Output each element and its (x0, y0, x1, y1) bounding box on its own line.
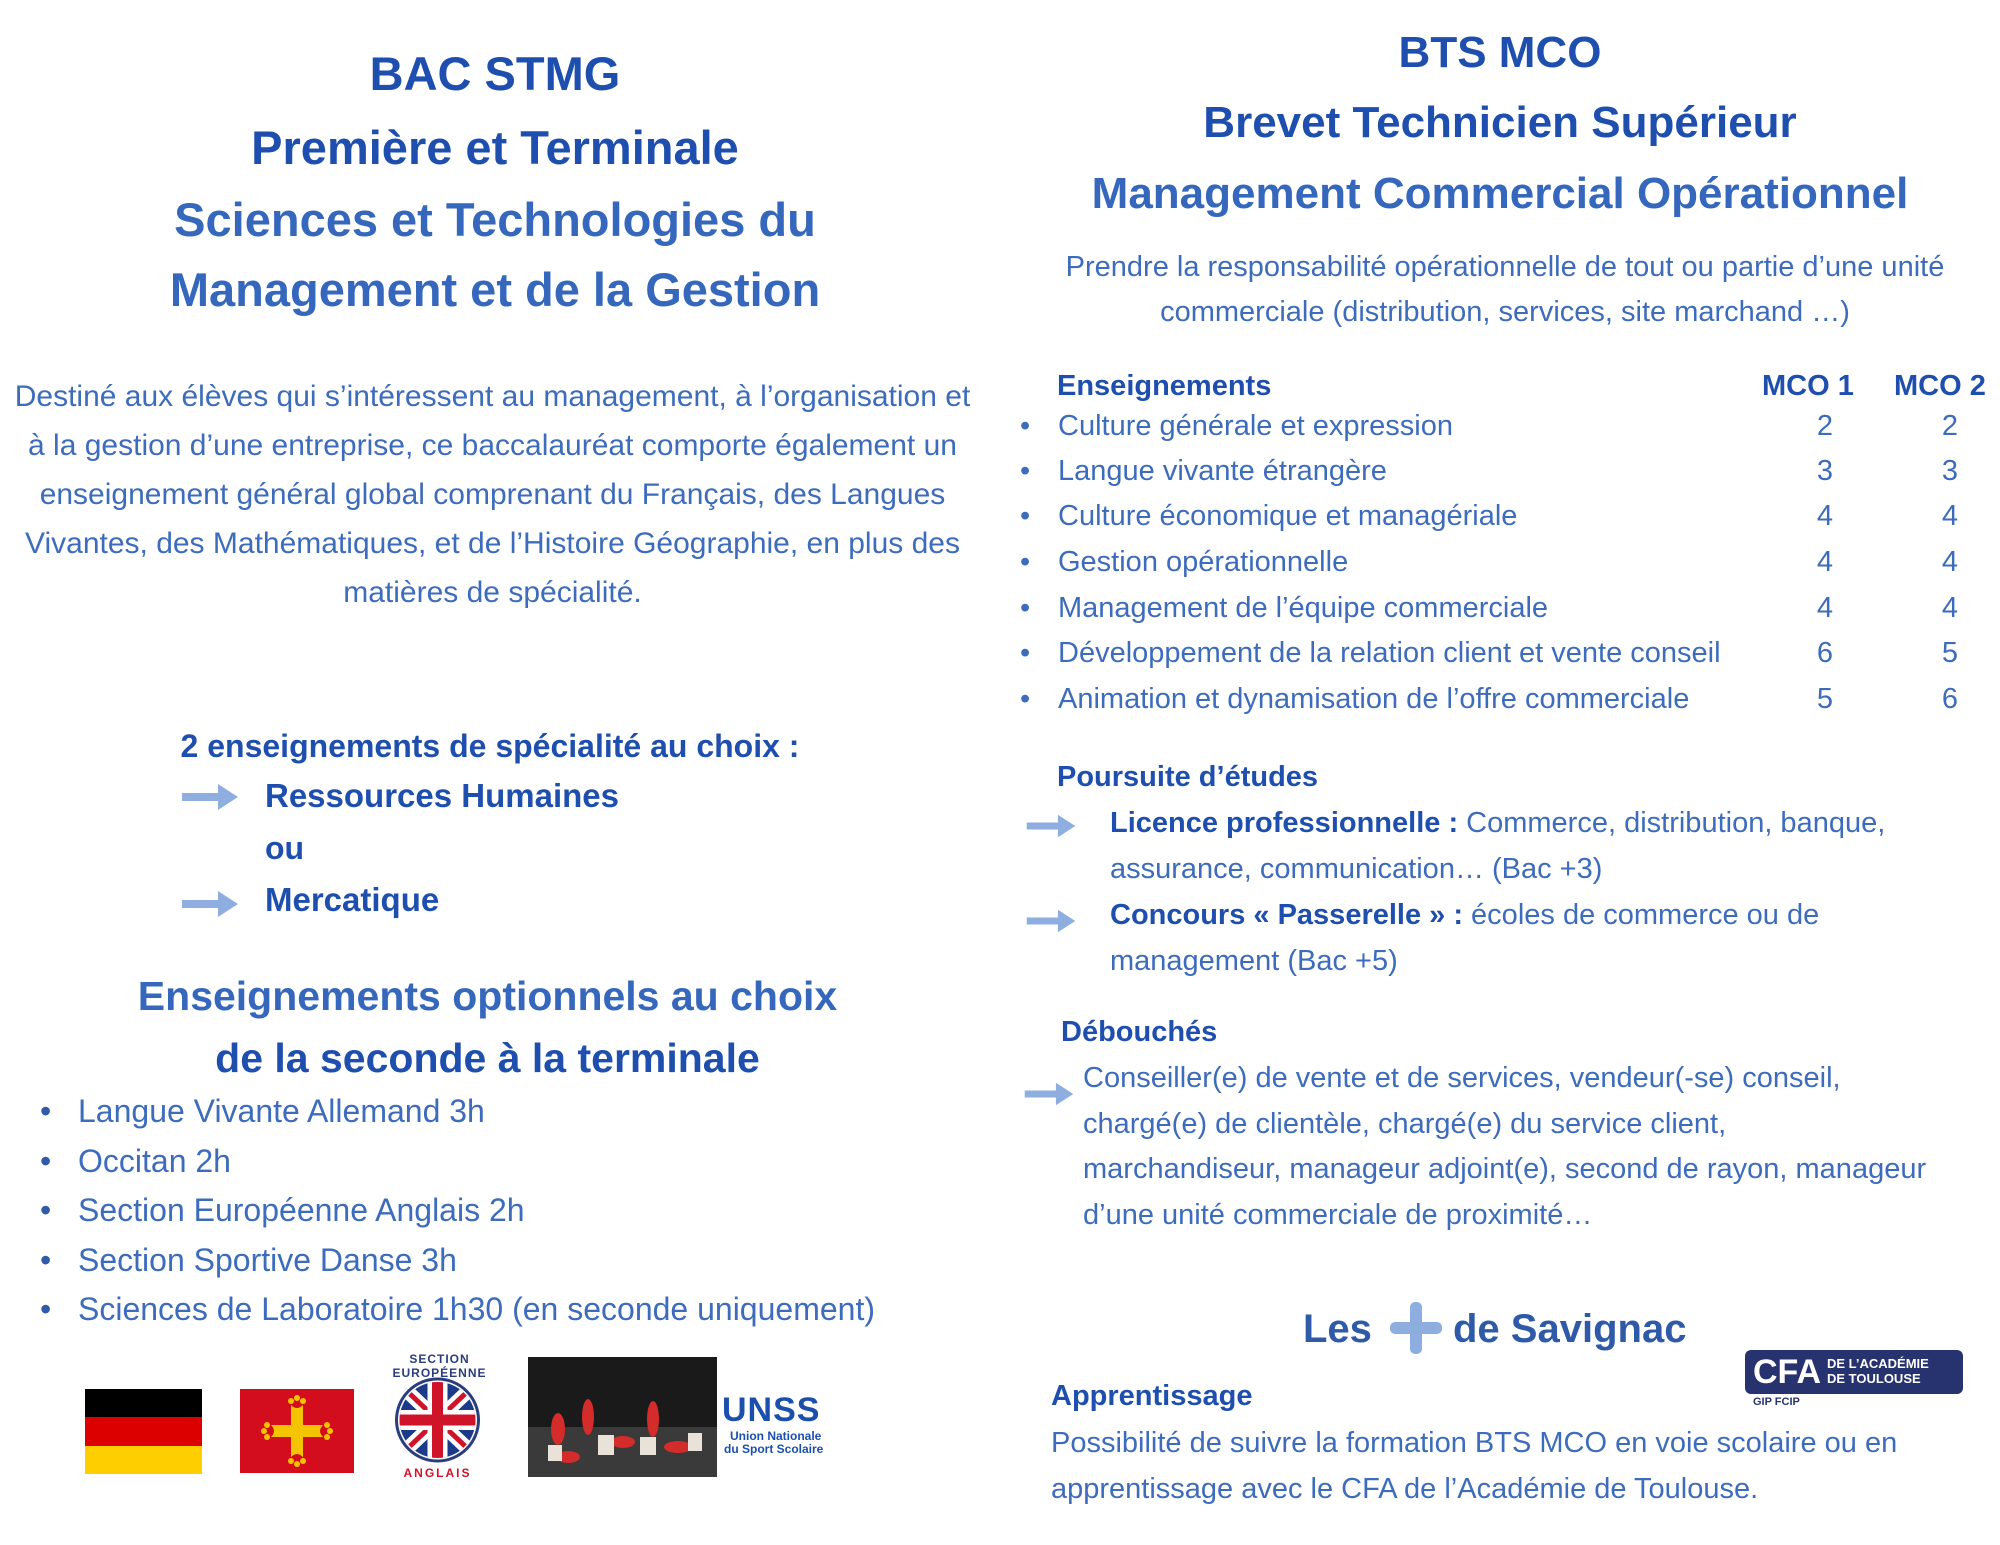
table-row (1020, 683, 2000, 728)
bullet-icon: • (1020, 592, 1031, 624)
cfa-line-1: DE L’ACADÉMIE (1827, 1356, 1929, 1371)
left-description: Destiné aux élèves qui s’intéressent au management, à l’organisation et à la gestion d’une entreprise, ce baccalauréat comporte également un enseignement général global comprenant du Français, des Langues Vivantes, des Mathématiques, et de l’Histoire Géographie, en plus des matières de spécialité. (14, 380, 971, 609)
course-mco2: 4 (1941, 500, 1959, 532)
left-title-bac: BAC STMG (369, 47, 621, 100)
unss-logo (722, 1390, 842, 1460)
bullet-icon: • (1020, 683, 1031, 715)
poursuite-concours-label: Concours « Passerelle » : (1110, 899, 1463, 931)
list-item: • Section Européenne Anglais 2h (40, 1186, 875, 1236)
table-row (1020, 637, 2000, 682)
course-label: Langue vivante étrangère (1058, 455, 1387, 487)
specialite-mercatique: Mercatique (265, 881, 440, 918)
list-item: • Langue Vivante Allemand 3h (40, 1087, 875, 1137)
cfa-logo-text: CFA (1753, 1353, 1821, 1391)
left-title-sciences: Sciences et Technologies du (174, 193, 816, 246)
course-mco1: 4 (1816, 546, 1834, 578)
specialite-or: ou (265, 830, 305, 866)
col-header-mco2: MCO 2 (1894, 370, 1986, 402)
course-label: Développement de la relation client et vente conseil (1058, 637, 1721, 669)
apprentissage-title: Apprentissage (1051, 1380, 1253, 1412)
enseignements-title: Enseignements (1057, 370, 1272, 402)
cfa-line-2: DE TOULOUSE (1827, 1371, 1921, 1386)
table-row (1020, 455, 2000, 500)
arrow-right-icon (1023, 1080, 1075, 1108)
course-mco1: 5 (1816, 683, 1834, 715)
poursuite-concours (1110, 892, 1930, 984)
right-title-brevet: Brevet Technicien Supérieur (1203, 98, 1797, 147)
left-title-premiere: Première et Terminale (251, 121, 739, 174)
course-mco2: 5 (1941, 637, 1959, 669)
poursuite-licence-label: Licence professionnelle : (1110, 807, 1459, 839)
section-europeenne-logo (370, 1350, 505, 1485)
arrow-right-icon (1025, 812, 1077, 840)
course-label: Culture générale et expression (1058, 410, 1453, 442)
bullet-icon: • (1020, 500, 1031, 532)
optionnels-title-2: de la seconde à la terminale (215, 1035, 760, 1081)
dance-photo (528, 1357, 717, 1477)
cfa-sub: GIP FCIP (1753, 1396, 1800, 1408)
bullet-icon: • (1020, 455, 1031, 487)
euro-logo-top-text: SECTION EUROPÉENNE (392, 1352, 487, 1380)
course-label: Gestion opérationnelle (1058, 546, 1349, 578)
course-mco1: 3 (1816, 455, 1834, 487)
table-row (1020, 546, 2000, 591)
plus-icon (1388, 1300, 1444, 1356)
table-row (1020, 592, 2000, 637)
course-mco2: 4 (1941, 592, 1959, 624)
debouches-text: Conseiller(e) de vente et de services, vendeur(-se) conseil, chargé(e) de clientèle, chargé(e) du service client, marchandiseur, manageur adjoint(e), second de rayon, manageur d’une unité commerciale de proximité… (1083, 1062, 1927, 1231)
poursuite-licence-text: Commerce, distribution, banque, assurance, communication… (Bac +3) (1110, 807, 1886, 885)
euro-logo-bottom-text: ANGLAIS (403, 1466, 472, 1480)
arrow-right-icon (1025, 907, 1077, 935)
course-mco1: 2 (1816, 410, 1834, 442)
arrow-right-icon (180, 781, 240, 813)
course-mco2: 6 (1941, 683, 1959, 715)
plus-right-text: de Savignac (1453, 1307, 1687, 1351)
german-flag (85, 1389, 202, 1474)
specialite-rh: Ressources Humaines (265, 777, 619, 814)
right-title-management: Management Commercial Opérationnel (1091, 169, 1909, 218)
list-item: • Occitan 2h (40, 1137, 875, 1187)
optionnels-title-1: Enseignements optionnels au choix (137, 973, 838, 1019)
optionnels-list (40, 1087, 875, 1335)
poursuite-title: Poursuite d’études (1057, 761, 1319, 793)
bullet-icon: • (1020, 637, 1031, 669)
course-label: Culture économique et managériale (1058, 500, 1518, 532)
unss-sub-1: Union Nationale (730, 1429, 822, 1443)
unss-logo-text: UNSS (722, 1391, 821, 1429)
course-mco1: 4 (1816, 592, 1834, 624)
debouches-title: Débouchés (1061, 1016, 1218, 1048)
arrow-right-icon (180, 888, 240, 920)
left-title-management: Management et de la Gestion (169, 263, 821, 316)
occitan-flag (240, 1389, 354, 1473)
table-row (1020, 410, 2000, 455)
course-label: Animation et dynamisation de l’offre commerciale (1058, 683, 1690, 715)
course-mco1: 6 (1816, 637, 1834, 669)
bullet-icon: • (1020, 410, 1031, 442)
list-item: • Section Sportive Danse 3h (40, 1236, 875, 1286)
bullet-icon: • (1020, 546, 1031, 578)
course-mco2: 2 (1941, 410, 1959, 442)
unss-sub-2: du Sport Scolaire (724, 1442, 824, 1456)
plus-de-savignac (1300, 1300, 1740, 1360)
table-row (1020, 500, 2000, 545)
course-label: Management de l’équipe commerciale (1058, 592, 1549, 624)
col-header-mco1: MCO 1 (1762, 370, 1854, 402)
course-mco2: 4 (1941, 546, 1959, 578)
right-intro: Prendre la responsabilité opérationnelle de tout ou partie d’une unité commerciale (distribution, services, site marchand …) (1065, 251, 1945, 328)
apprentissage-text: Possibilité de suivre la formation BTS MCO en voie scolaire ou en apprentissage avec le CFA de l’Académie de Toulouse. (1051, 1427, 1898, 1505)
plus-left-text: Les (1303, 1307, 1372, 1351)
list-item: • Sciences de Laboratoire 1h30 (en seconde uniquement) (40, 1285, 875, 1335)
cfa-logo (1745, 1350, 1963, 1412)
course-mco2: 3 (1941, 455, 1959, 487)
right-title-bts: BTS MCO (1398, 28, 1602, 77)
poursuite-concours-text: écoles de commerce ou de management (Bac +5) (1110, 899, 1820, 977)
poursuite-licence (1110, 800, 1990, 892)
specialites-title: 2 enseignements de spécialité au choix : (180, 728, 800, 764)
course-mco1: 4 (1816, 500, 1834, 532)
